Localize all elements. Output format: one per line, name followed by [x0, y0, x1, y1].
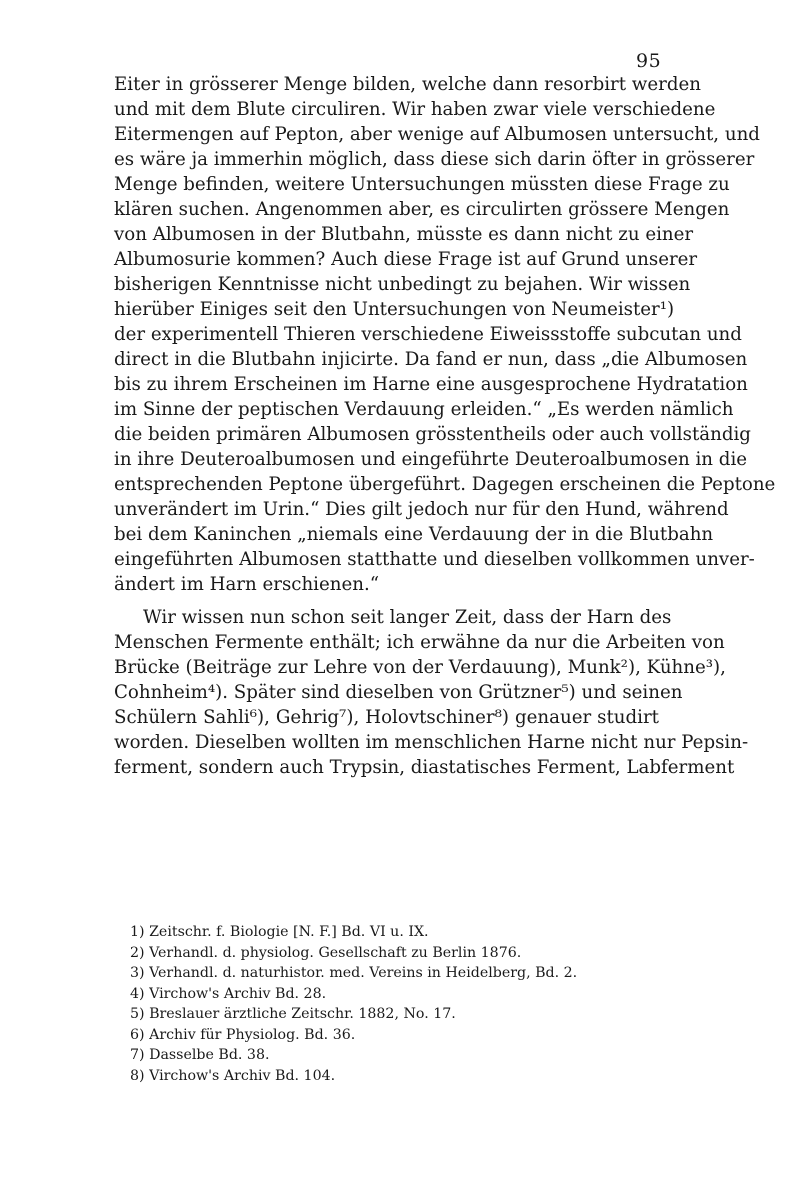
text-line: Cohnheim⁴). Später sind dieselben von Grützner⁵) und seinen	[114, 682, 683, 703]
text-line: Eiter in grösserer Menge bilden, welche dann resorbirt werden	[114, 74, 701, 95]
text-line: Menge befinden, weitere Untersuchungen müssten diese Frage zu	[114, 174, 730, 195]
text-line: Brücke (Beiträge zur Lehre von der Verdauung), Munk²), Kühne³),	[114, 657, 726, 678]
text-line: im Sinne der peptischen Verdauung erleiden.“ „Es werden nämlich	[114, 399, 734, 420]
body-text	[114, 72, 776, 780]
text-line: unverändert im Urin.“ Dies gilt jedoch nur für den Hund, während	[114, 499, 729, 520]
text-line: klären suchen. Angenommen aber, es circulirten grössere Mengen	[114, 199, 730, 220]
text-line: direct in die Blutbahn injicirte. Da fand er nun, dass „die Albumosen	[114, 349, 748, 370]
text-line: ferment, sondern auch Trypsin, diastatisches Ferment, Labferment	[114, 757, 735, 778]
text-line: entsprechenden Peptone übergeführt. Dagegen erscheinen die Peptone	[114, 474, 776, 495]
footnote: 4) Virchow's Archiv Bd. 28.	[130, 985, 327, 1002]
text-line: bis zu ihrem Erscheinen im Harne eine ausgesprochene Hydratation	[114, 374, 748, 395]
text-line: bei dem Kaninchen „niemals eine Verdauung der in die Blutbahn	[114, 524, 714, 545]
text-line: Eitermengen auf Pepton, aber wenige auf Albumosen untersucht, und	[114, 124, 760, 145]
footnote: 1) Zeitschr. f. Biologie [N. F.] Bd. VI u. IX.	[130, 924, 429, 940]
text-line: Menschen Fermente enthält; ich erwähne da nur die Arbeiten von	[114, 632, 725, 653]
text-line: Schülern Sahli⁶), Gehrig⁷), Holovtschiner⁸) genauer studirt	[114, 707, 659, 728]
text-line: eingeführten Albumosen statthatte und dieselben vollkommen unver-	[114, 549, 755, 570]
text-line: die beiden primären Albumosen grösstentheils oder auch vollständig	[114, 424, 751, 445]
footnote: 3) Verhandl. d. naturhistor. med. Vereins in Heidelberg, Bd. 2.	[130, 965, 578, 981]
footnotes	[130, 922, 660, 1086]
page-number: 95	[636, 50, 662, 72]
text-line: hierüber Einiges seit den Untersuchungen von Neumeister¹)	[114, 299, 675, 320]
paragraph-start-line: Wir wissen nun schon seit langer Zeit, dass der Harn des	[143, 607, 672, 628]
paragraph-end-line: ändert im Harn erschienen.“	[114, 574, 380, 595]
text-line: worden. Dieselben wollten im menschlichen Harne nicht nur Pepsin-	[114, 732, 749, 753]
footnote: 6) Archiv für Physiolog. Bd. 36.	[130, 1026, 356, 1043]
text-line: von Albumosen in der Blutbahn, müsste es dann nicht zu einer	[114, 224, 694, 245]
footnote: 8) Virchow's Archiv Bd. 104.	[130, 1067, 336, 1084]
text-line: bisherigen Kenntnisse nicht unbedingt zu bejahen. Wir wissen	[114, 274, 691, 295]
text-line: es wäre ja immerhin möglich, dass diese sich darin öfter in grösserer	[114, 149, 755, 170]
footnote: 2) Verhandl. d. physiolog. Gesellschaft zu Berlin 1876.	[130, 944, 522, 961]
footnote: 5) Breslauer ärztliche Zeitschr. 1882, No. 17.	[130, 1006, 456, 1022]
text-line: der experimentell Thieren verschiedene Eiweissstoffe subcutan und	[114, 324, 742, 345]
text-line: und mit dem Blute circuliren. Wir haben zwar viele verschiedene	[114, 99, 716, 120]
text-line: in ihre Deuteroalbumosen und eingeführte Deuteroalbumosen in die	[114, 449, 748, 470]
footnote: 7) Dasselbe Bd. 38.	[130, 1047, 270, 1063]
text-line: Albumosurie kommen? Auch diese Frage ist auf Grund unserer	[114, 249, 698, 270]
